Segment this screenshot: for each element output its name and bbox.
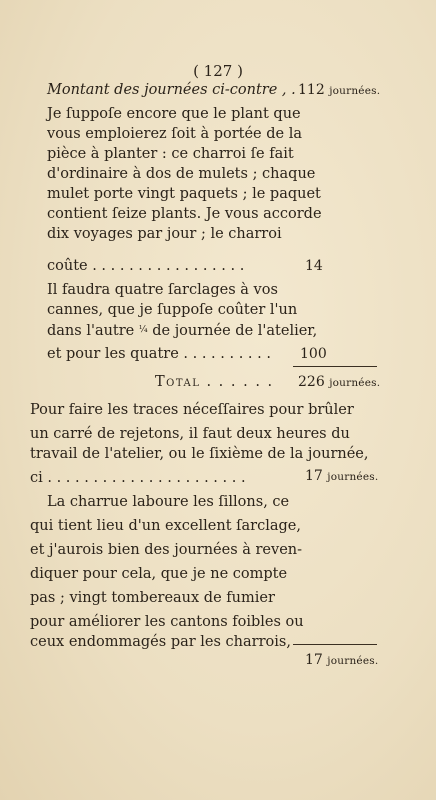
text-line: pas ; vingt tombereaux de fumier <box>30 590 275 606</box>
text-line: et pour les quatre . . . . . . . . . . <box>47 346 271 362</box>
text-line: Pour faire les traces néceſſaires pour brûler <box>30 402 354 418</box>
carried-over-line: Montant des journées ci-contre , . . <box>47 82 305 98</box>
text-line: vous emploierez ſoit à portée de la <box>47 126 302 142</box>
carried-over-value: 112 <box>298 82 325 98</box>
fraction: ¼ <box>138 325 148 335</box>
traces-value: 17 <box>305 468 323 484</box>
page-number: ( 127 ) <box>193 62 243 80</box>
text-line: ceux endommagés par les charrois, <box>30 634 291 650</box>
fraction-line <box>47 320 318 341</box>
text-line: dix voyages par jour ; le charroi <box>47 226 282 242</box>
sum-rule <box>293 644 377 645</box>
total-label: Total . . . . . . <box>155 374 274 390</box>
sarclage-value: 100 <box>300 346 327 362</box>
fumier-amount <box>305 650 378 671</box>
fumier-unit: journées. <box>327 655 379 667</box>
text-line: mulet porte vingt paquets ; le paquet <box>47 186 321 202</box>
total-value: 226 <box>298 374 325 390</box>
text-line: Il faudra quatre ſarclages à vos <box>47 282 278 298</box>
traces-amount <box>305 466 378 487</box>
text-line: d'ordinaire à dos de mulets ; chaque <box>47 166 316 182</box>
text-line: diquer pour cela, que je ne compte <box>30 566 288 582</box>
text-line: travail de l'atelier, ou le ſixième de la journée, <box>30 446 369 462</box>
text-line: pour améliorer les cantons foibles ou <box>30 614 304 630</box>
text-line: et j'aurois bien des journées à reven- <box>30 542 303 558</box>
text-line: dans l'autre <box>47 323 135 339</box>
total-unit: journées. <box>329 377 381 389</box>
total-amount <box>298 372 380 393</box>
text-line: coûte . . . . . . . . . . . . . . . . . <box>47 258 245 274</box>
text-line: un carré de rejetons, il faut deux heures du <box>30 426 350 442</box>
text-line: Je ſuppoſe encore que le plant que <box>47 106 301 122</box>
traces-unit: journées. <box>327 471 379 483</box>
carried-over-amount <box>298 80 380 101</box>
text-line: La charrue laboure les ſillons, ce <box>47 494 290 510</box>
text-line: ci . . . . . . . . . . . . . . . . . . . . . . <box>30 470 246 486</box>
charroi-value: 14 <box>305 258 323 274</box>
fumier-value: 17 <box>305 652 323 668</box>
text-line: de journée de l'atelier, <box>152 323 318 339</box>
text-line: qui tient lieu d'un excellent ſarclage, <box>30 518 301 534</box>
sum-rule <box>293 366 377 367</box>
text-line: contient ſeize plants. Je vous accorde <box>47 206 322 222</box>
carried-over-unit: journées. <box>329 85 381 97</box>
text-line: pièce à planter : ce charroi ſe fait <box>47 146 294 162</box>
text-line: cannes, que je ſuppoſe coûter l'un <box>47 302 298 318</box>
